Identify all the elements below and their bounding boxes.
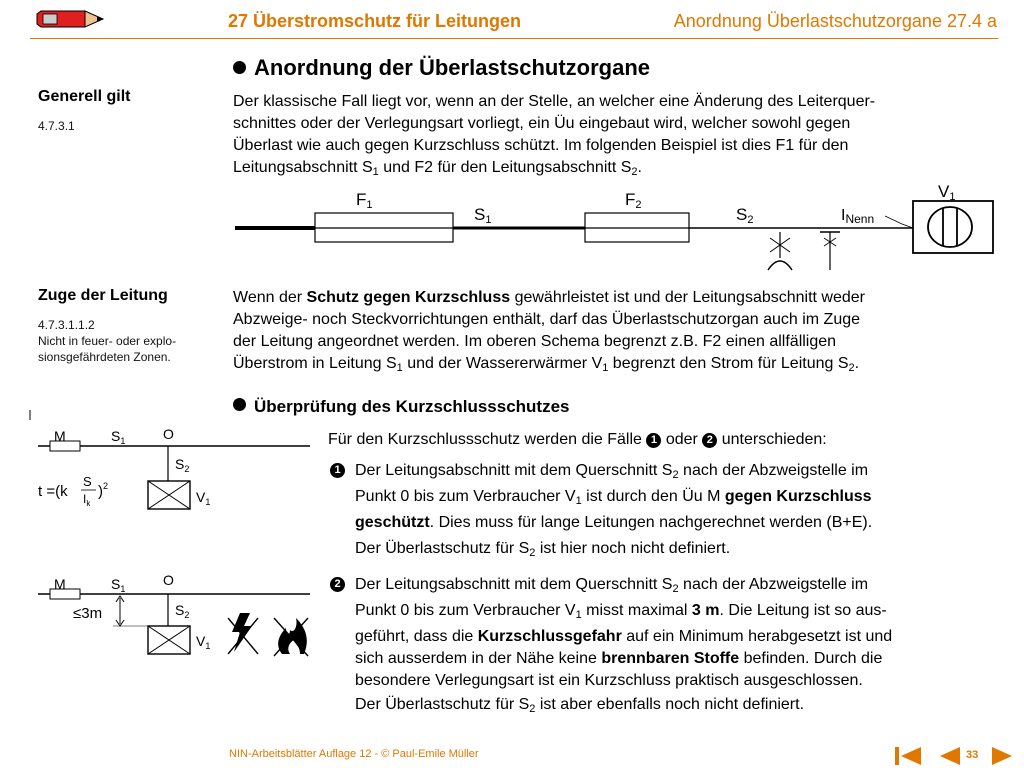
case-2-text: 2 Der Leitungsabschnitt mit dem Querschnitt $S_2$ nach der Abzweigstelle im Punkt 0 bis zum Verbraucher $V_1$ misst maximal 3 m. Die Leitung ist so aus- geführt, dass die Kurzschlussgefahr auf ein Minimum herabgesetzt ist und sich ausserdem in der Nähe keine brennbaren Stoffe befinden. Durch die besondere Verlegungsart ist ein Kurzschluss praktisch ausgeschlossen. Der Überlastschutz für $S_2$ ist aber ebenfalls noch nicht definiert. <box>355 574 1005 720</box>
skip-first-icon <box>893 745 923 767</box>
svg-text:F1: F1 <box>356 190 373 211</box>
fire-crossed-icon <box>274 618 308 656</box>
case-1-badge: 1 <box>330 463 345 478</box>
svg-text:S2: S2 <box>736 205 754 226</box>
sub-heading: Überprüfung des Kurzschlussschutzes <box>233 397 570 417</box>
header-divider <box>30 38 998 39</box>
protection-schematic <box>230 180 1000 275</box>
sidebar-zuge-ref: 4.7.3.1.1.2 <box>38 318 95 332</box>
case-1-text: 1 Der Leitungsabschnitt mit dem Querschnitt $S_2$ nach der Abzweigstelle im Punkt 0 bis zum Verbraucher $V_1$ ist durch den Üu M gegen Kurzschluss geschützt. Dies muss für lange Leitungen nachgerechnet werden (B+E). Der Überlastschutz für $S_2$ ist hier noch nicht definiert. <box>355 460 1005 564</box>
sidebar-general-ref: 4.7.3.1 <box>38 119 75 133</box>
svg-text:V1: $V_1$ <box>196 489 211 507</box>
lightning-crossed-icon <box>228 613 258 654</box>
arrow-left-icon <box>938 745 962 767</box>
plug-connector-icon <box>820 232 840 270</box>
sidebar-zuge-title: Zuge der Leitung <box>38 287 168 304</box>
arrow-right-icon <box>990 745 1014 767</box>
case-2-badge: 2 <box>702 433 717 448</box>
svg-text:V1: V1 <box>938 182 956 203</box>
water-heater-v1 <box>913 201 993 253</box>
svg-text:V1: $V_1$ <box>196 633 211 651</box>
svg-text:INenn: INenn <box>841 207 875 226</box>
svg-text:S: S <box>83 474 92 489</box>
branch-socket-icon <box>768 232 792 270</box>
svg-text:S2: $S_2$ <box>175 456 190 474</box>
bullet-icon <box>233 61 246 74</box>
section-title: Anordnung Überlastschutzorgane 27.4 a <box>673 11 997 31</box>
svg-text:S1: $S_1$ <box>111 576 126 594</box>
svg-text:F2: F2 <box>625 190 642 211</box>
svg-text:O: O <box>163 426 174 442</box>
svg-text:S1: S1 <box>474 205 492 226</box>
footer-credit: NIN-Arbeitsblätter Auflage 12 - © Paul-Emile Müller <box>229 748 479 760</box>
chapter-title: 27 Überstromschutz für Leitungen <box>228 11 522 31</box>
svg-text:)2: )$^2$ <box>98 481 109 500</box>
pencil-logo-icon <box>33 8 113 35</box>
svg-text:≤3m: ≤3m <box>73 605 103 622</box>
short-circuit-diagram-2 <box>28 570 318 665</box>
kurz-intro: Für den Kurzschlussschutz werden die Fälle 1 oder 2 unterschieden: <box>328 431 827 448</box>
svg-text:S1: $S_1$ <box>111 428 126 446</box>
formula: t =(k <box>38 483 68 500</box>
svg-text:M: M <box>54 428 66 444</box>
svg-text:Ik: $I_k$ <box>83 492 91 508</box>
short-circuit-diagram-1 <box>28 405 318 515</box>
main-heading: Anordnung der Überlastschutzorgane <box>233 55 650 81</box>
case-1-badge: 1 <box>646 433 661 448</box>
sidebar-zuge-note: Nicht in feuer- oder explo- <box>38 334 177 348</box>
svg-text:O: O <box>163 572 174 588</box>
sidebar-general-title: Generell gilt <box>38 88 131 105</box>
paragraph-zuge: Wenn der Schutz gegen Kurzschluss gewährleistet ist und der Leitungsabschnitt weder Abzweige- noch Steckvorrichtungen enthält, darf das Überlastschutzorgan auch im Zuge der Leitung angeordnet werden. Im oberen Schema begrenzt z.B. F2 einen allfälligen Überstrom in Leitung $S_1$ und der Wassererwärmer $V_1$ begrenzt den Strom für Leitung $S_2$. <box>233 289 865 374</box>
svg-text:M: M <box>54 576 66 592</box>
case-2-badge: 2 <box>330 577 345 592</box>
paragraph-general: Der klassische Fall liegt vor, wenn an der Stelle, an welcher eine Änderung des Leiterquer- schnittes oder der Verlegungsart vorliegt, ein Üu eingebaut wird, welcher sowohl gegen Überlast wie auch gegen Kurzschluss schützt. Im folgenden Beispiel ist dies F1 für den Leitungsabschnitt $S_1$ und F2 für den Leitungsabschnitt $S_2$. <box>233 93 876 178</box>
sidebar-zuge-note: sionsgefährdeten Zonen. <box>38 350 171 364</box>
svg-text:S2: $S_2$ <box>175 602 190 620</box>
page-number: 33 <box>966 749 979 761</box>
